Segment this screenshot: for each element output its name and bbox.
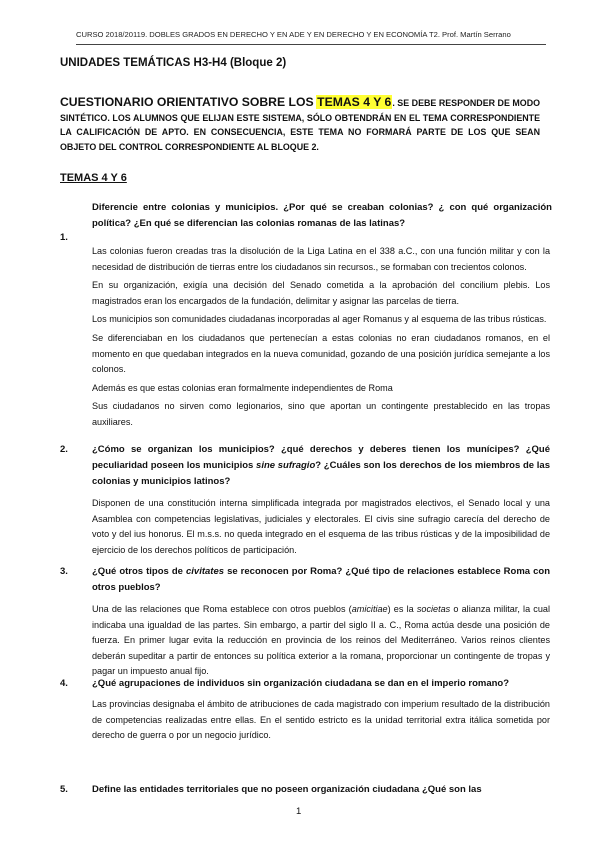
q1-answer bbox=[92, 244, 550, 434]
q4-number: 4. bbox=[60, 678, 68, 689]
q1-answer-para: En su organización, exigía una decisión del Senado cometida a la aprobación del concilium plebis. Los magistrados eran los encargados de la fundación, delimitar y asignar las parcelas de tierra. bbox=[92, 280, 550, 306]
q1-answer-para: Las colonias fueron creadas tras la disolución de la Liga Latina en el 338 a.C., con una función militar y con la necesidad de distribución de tierras entre los ciudadanos sin recursos., se formaban con trecientos colonos. bbox=[92, 246, 550, 272]
units-title: UNIDADES TEMÁTICAS H3-H4 (Bloque 2) bbox=[60, 57, 287, 69]
q1-number: 1. bbox=[60, 232, 68, 243]
q1-answer-para: Sus ciudadanos no sirven como legionarios, sino que aportan un contingente prestablecido en las tropas auxiliares. bbox=[92, 401, 550, 427]
intro-highlight: TEMAS 4 Y 6 bbox=[317, 95, 392, 109]
q2-question-b: ? ¿Cuáles son los derechos de los miembros de las colonias y municipios latinos? bbox=[92, 460, 550, 487]
intro-rest: . SE DEBE RESPONDER DE MODO SINTÉTICO. LOS ALUMNOS QUE ELIJAN ESTE SISTEMA, SÓLO OBTENDRÁN EN EL TEMA CORRESPONDIENTE LA CALIFICACIÓN DE APTO. EN CONSECUENCIA, ESTE TEMA NO FORMARÁ PARTE DE LOS QUE SEAN OBJETO DEL CONTROL CORRESPONDIENTE AL BLOQUE 2. bbox=[60, 98, 541, 152]
q3-answer-em1: amicitiae bbox=[351, 604, 388, 614]
q4-question: ¿Qué agrupaciones de individuos sin organización ciudadana se dan en el imperio romano? bbox=[92, 678, 510, 689]
q1-answer-para: Se diferenciaban en los ciudadanos que pertenecían a estas colonias no eran ciudadanos romanos, en el momento en que quedaban integrados en la nueva comunidad, gozando de una posición jurídica semejante a los colonos. bbox=[92, 332, 550, 375]
q3-question-b: se reconocen por Roma? ¿Qué tipo de relaciones establece Roma con otros pueblos? bbox=[92, 566, 550, 593]
q3-answer bbox=[92, 602, 550, 680]
questionnaire-intro bbox=[60, 95, 540, 154]
q3-answer-em2: societas bbox=[416, 604, 451, 614]
q2-question-em: sine sufragio bbox=[256, 460, 316, 471]
page-number: 1 bbox=[296, 806, 302, 817]
q3-answer-b: ) es la bbox=[387, 604, 417, 614]
q2-answer: Disponen de una constitución interna simplificada integrada por magistrados electivos, el Senado local y una Asamblea con competencias legislativas, judiciales y electorales. El civis sine sufragio carecía del derecho de voto y del ius honorus. El m.s.s. no queda integrado en el esquema de las tribus rústicas y de la imposibilidad de ejercicio de los derechos políticos de participación. bbox=[92, 498, 550, 555]
q1-answer-para: Los municipios son comunidades ciudadanas incorporadas al ager Romanus y al esquema de las tribus rústicas. bbox=[92, 314, 547, 325]
intro-lead: CUESTIONARIO ORIENTATIVO SOBRE LOS bbox=[60, 95, 314, 109]
q4-answer: Las provincias designaba el ámbito de atribuciones de cada magistrado con imperium resultado de la distribución de competencias realizadas entre ellas. En el sentido estricto es la unidad territorial extra itálica sometida por derecho de guerra o por un negocio jurídico. bbox=[92, 699, 550, 741]
q2-number: 2. bbox=[60, 444, 68, 455]
q3-question-a: ¿Qué otros tipos de bbox=[92, 566, 186, 577]
q2-question bbox=[92, 442, 550, 490]
q3-number: 3. bbox=[60, 566, 68, 577]
temas-heading: TEMAS 4 Y 6 bbox=[60, 172, 127, 184]
q5-question: Define las entidades territoriales que no poseen organización ciudadana ¿Qué son las bbox=[92, 784, 482, 795]
q2-question-a: ¿Cómo se organizan los municipios? ¿qué derechos y deberes tienen los munícipes? ¿Qué peculiaridad poseen los municipios bbox=[92, 444, 550, 471]
q1-answer-para: Además es que estas colonias eran formalmente independientes de Roma bbox=[92, 382, 393, 393]
q3-answer-a: Una de las relaciones que Roma establece con otros pueblos ( bbox=[92, 604, 352, 614]
q3-answer-c: o alianza militar, la cual indicaba una igualdad de las partes. Sin embargo, a partir del siglo II a. C., Roma actúa desde una posición de fuerza. En primer lugar evita la reducción en provincia de los reinos del Mediterráneo. Varios reinos clientes deberán supeditar a partir de entonces su política exterior a la romana, proporcionar un contingente de tropas y pagar un impuesto anual fijo. bbox=[92, 604, 550, 677]
q5-number: 5. bbox=[60, 784, 68, 795]
q1-question: Diferencie entre colonias y municipios. ¿Por qué se creaban colonias? ¿ con qué organización política? ¿En qué se diferencian las colonias romanas de las latinas? bbox=[92, 202, 552, 229]
course-header: CURSO 2018/20119. DOBLES GRADOS EN DERECHO Y EN ADE Y EN DERECHO Y EN ECONOMÍA T2. Prof. Martín Serrano bbox=[76, 30, 546, 45]
q3-question bbox=[92, 564, 550, 596]
q3-question-em: civitates bbox=[186, 566, 225, 577]
